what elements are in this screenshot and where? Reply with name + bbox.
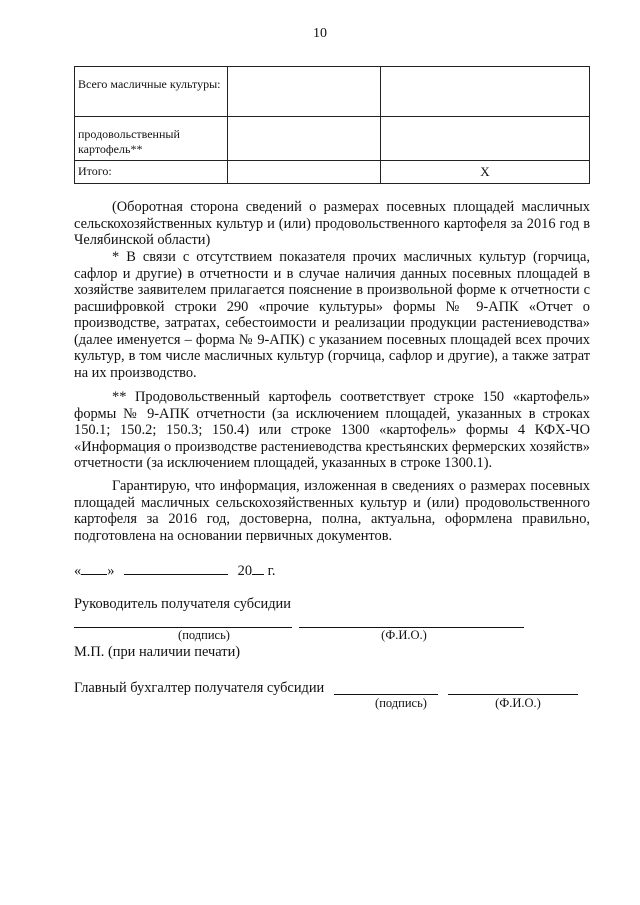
footnote-potato [74,389,590,472]
month-blank [124,562,228,575]
cell-potato-area [228,117,381,161]
accountant-name-line [448,694,578,695]
cell-potato-value [381,117,590,161]
accountant-title: Главный бухгалтер получателя субсидии [74,680,325,696]
year-suffix: г. [264,563,276,579]
table-row [75,117,590,161]
day-blank [81,562,107,575]
cell-total-area [228,161,381,184]
crops-table [74,66,590,184]
accountant-signature-caption: (подпись) [375,696,427,710]
cell-total-x: Х [381,161,590,184]
guarantee-statement [74,478,590,544]
footnote-potato-text: ** Продовольственный картофель соответствует строке 150 «картофель» формы № 9-АПК отчетности (за исключением площадей, указанных в строках 150.1; 150.2; 150.3; 150.4) или строке 1300 «картофель» формы 4 КФХ-ЧО «Информация о производстве растениеводства крестьянских фермерских хозяйств» отчетности (за исключением площадей, указанных в строке 1300.1). [74,389,590,471]
row-label-total: Итого: [75,161,228,184]
year-blank [252,562,264,575]
head-name-caption: (Ф.И.О.) [381,628,427,642]
head-signature-caption: (подпись) [178,628,230,642]
head-title: Руководитель получателя субсидии [74,596,291,612]
row-label-oilseeds: Всего масличные культуры: [75,67,228,117]
footnote-oilseeds [74,249,590,381]
table-row [75,161,590,184]
seal-note: М.П. (при наличии печати) [74,644,241,660]
cell-oilseeds-value [381,67,590,117]
guarantee-text: Гарантирую, что информация, изложенная в сведениях о размерах посевных площадей масличных сельскохозяйственных культур и (или) продовольственного картофеля за 2016 год, достоверна, полна, актуальна, оформлена правильно, подготовлена на основании первичных документов. [74,478,590,544]
accountant-name-caption: (Ф.И.О.) [495,696,541,710]
cell-oilseeds-area [228,67,381,117]
caption-text: (Оборотная сторона сведений о размерах посевных площадей масличных сельскохозяйственных культур и (или) продовольственного картофеля за 2016 год в Челябинской области) [74,199,590,248]
year-prefix: 20 [237,563,253,579]
row-label-potato: продовольственный картофель** [75,117,228,161]
reverse-side-caption [74,199,590,249]
footnote-oilseeds-text: * В связи с отсутствием показателя прочих масличных культур (горчица, сафлор и другие) в отчетности и в случае наличия данных посевных площадей в хозяйстве заявителем прилагается пояснение в произвольной форме к отчетности с расшифровкой строки 290 «прочие культуры» формы № 9-АПК «Отчет о производстве, затратах, себестоимости и реализации продукции растениеводства» (далее именуется – форма № 9-АПК) с указанием посевных площадей всех прочих культур, в том числе масличных культур (горчица, сафлор и другие), а также затрат на их производство. [74,249,590,381]
table-row [75,67,590,117]
date-line [74,562,276,580]
accountant-signature-line [334,694,438,695]
date-open-quote: « [74,563,82,579]
date-close-quote: » [107,563,115,579]
page-number: 10 [313,26,327,41]
